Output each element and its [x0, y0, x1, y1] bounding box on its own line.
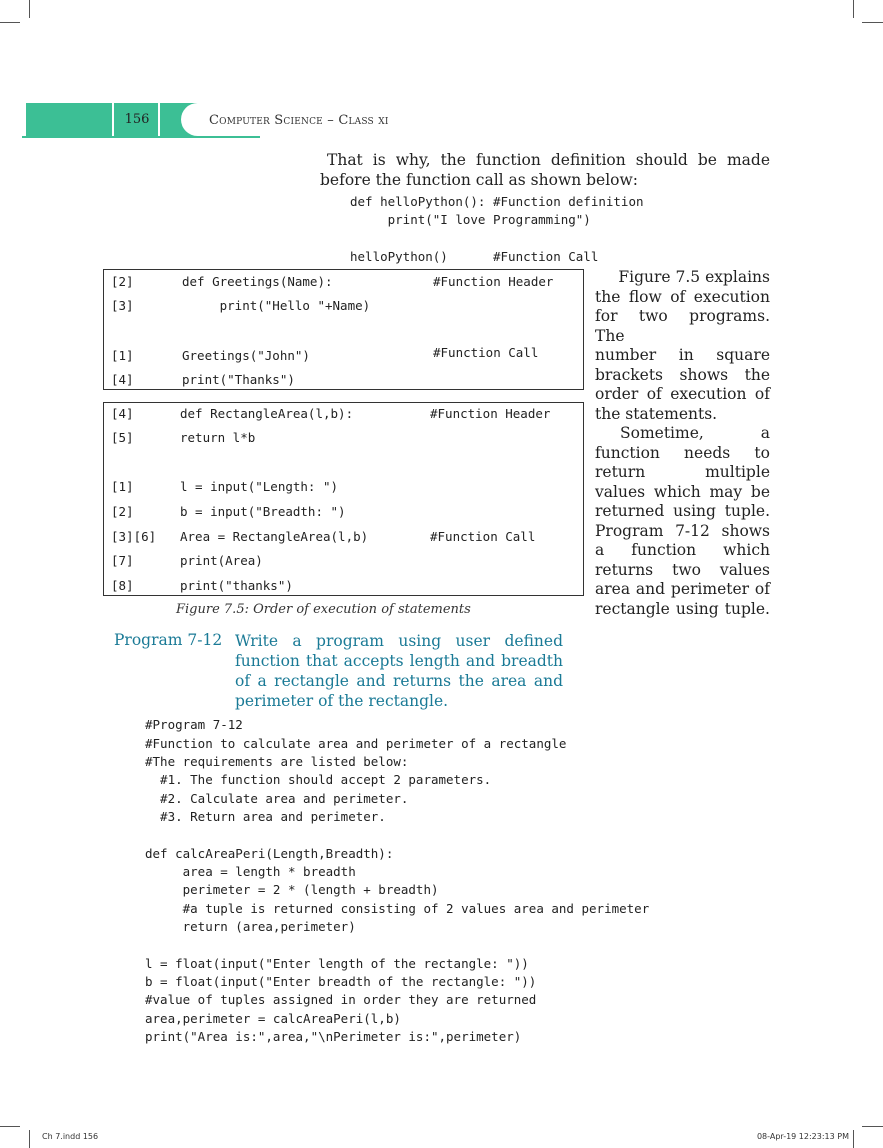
code-line: Greetings("John"): [182, 348, 310, 363]
side-line: the statements.: [595, 404, 718, 423]
side-line: number in square: [595, 346, 770, 364]
code-line: Area = RectangleArea(l,b): [180, 529, 369, 544]
line-order-number: [3]: [111, 298, 134, 313]
code-line: def RectangleArea(l,b):: [180, 406, 354, 421]
side-paragraph: [595, 268, 770, 619]
code-line: #Function to calculate area and perimeter of a rectangle: [145, 736, 567, 751]
code-line: return l*b: [180, 430, 256, 445]
line-order-number: [7]: [111, 553, 134, 568]
code-comment: #Function Call: [430, 529, 536, 544]
code-line: def calcAreaPeri(Length,Breadth):: [145, 846, 394, 861]
line-order-number: [3][6]: [111, 529, 157, 544]
line-order-number: [5]: [111, 430, 134, 445]
intro-line: before the function call as shown below:: [320, 170, 638, 189]
header-underline: [22, 136, 260, 138]
crop-mark: [0, 1126, 20, 1127]
line-order-number: [4]: [111, 406, 134, 421]
code-line: b = input("Breadth: "): [180, 504, 346, 519]
side-line: the flow of execution: [595, 287, 770, 306]
line-order-number: [1]: [111, 479, 134, 494]
code-line: print("Area is:",area,"\nPerimeter is:",perimeter): [145, 1029, 522, 1044]
program-title-line: of a rectangle and returns the area and: [235, 672, 563, 690]
side-line: returned using tuple.: [595, 502, 770, 520]
program-title-line: function that accepts length and breadth: [235, 652, 563, 670]
code-line: #3. Return area and perimeter.: [145, 809, 386, 824]
code-line: print("Thanks"): [182, 372, 295, 387]
code-line: print("Hello "+Name): [182, 298, 371, 313]
side-line: a function which: [595, 541, 770, 559]
code-line: #Program 7-12: [145, 717, 243, 732]
side-line: return multiple: [595, 463, 770, 481]
code-comment: #Function Header: [433, 274, 554, 289]
line-order-number: [2]: [111, 274, 134, 289]
intro-line: That is why, the function definition should be made: [327, 151, 770, 169]
crop-mark: [862, 22, 883, 23]
side-line: area and perimeter of: [595, 580, 770, 598]
code-line: def Greetings(Name):: [182, 274, 333, 289]
program-title: [235, 631, 563, 711]
code-line: #1. The function should accept 2 parameters.: [145, 772, 492, 787]
side-line: for two programs. The: [595, 307, 770, 345]
program-title-line: Write a program using user defined: [235, 632, 563, 650]
intro-paragraph: [320, 151, 770, 190]
figure-caption: Figure 7.5: Order of execution of statements: [176, 602, 471, 617]
crop-mark: [853, 0, 854, 18]
code-line: area = length * breadth: [145, 864, 356, 879]
line-order-number: [8]: [111, 578, 134, 593]
code-line: #The requirements are listed below:: [145, 754, 409, 769]
crop-mark: [853, 1130, 854, 1148]
code-line: def helloPython(): #Function definition: [350, 194, 644, 209]
line-order-number: [2]: [111, 504, 134, 519]
line-order-number: [4]: [111, 372, 134, 387]
side-line: values which may be: [595, 482, 770, 501]
code-line: #a tuple is returned consisting of 2 values area and perimeter: [145, 901, 650, 916]
footer-file-info: Ch 7.indd 156: [42, 1132, 99, 1141]
program-title-line: perimeter of the rectangle.: [235, 692, 449, 710]
code-line: #value of tuples assigned in order they are returned: [145, 992, 537, 1007]
footer-timestamp: 08-Apr-19 12:23:13 PM: [756, 1132, 849, 1141]
side-line: brackets shows the: [595, 365, 770, 384]
figure-box-rectangle-area: [103, 402, 584, 596]
code-line: b = float(input("Enter breadth of the rectangle: ")): [145, 974, 537, 989]
code-line: l = float(input("Enter length of the rectangle: ")): [145, 956, 529, 971]
side-line: Program 7-12 shows: [595, 521, 770, 540]
code-line: area,perimeter = calcAreaPeri(l,b): [145, 1011, 401, 1026]
page-number: 156: [124, 112, 150, 127]
crop-mark: [29, 0, 30, 18]
code-line: #2. Calculate area and perimeter.: [145, 791, 409, 806]
crop-mark: [29, 1130, 30, 1148]
code-line: print(Area): [180, 553, 263, 568]
side-line: Sometime, a: [620, 424, 770, 442]
code-line: l = input("Length: "): [180, 479, 339, 494]
code-comment: #Function Header: [430, 406, 551, 421]
side-line: function needs to: [595, 443, 770, 462]
line-order-number: [1]: [111, 348, 134, 363]
code-comment: #Function Call: [433, 345, 539, 360]
side-line: returns two values: [595, 560, 770, 579]
code-line: print("thanks"): [180, 578, 293, 593]
code-line: helloPython() #Function Call: [350, 249, 599, 264]
code-line: perimeter = 2 * (length + breadth): [145, 882, 439, 897]
code-line: print("I love Programming"): [350, 212, 591, 227]
program-label: Program 7-12: [114, 631, 223, 649]
side-line: order of execution of: [595, 385, 770, 403]
code-line: return (area,perimeter): [145, 919, 356, 934]
crop-mark: [862, 1126, 883, 1127]
side-line: Figure 7.5 explains: [618, 268, 770, 286]
side-line: rectangle using tuple.: [595, 599, 770, 618]
crop-mark: [0, 22, 20, 23]
running-header-title: Computer Science – Class xi: [209, 113, 389, 128]
